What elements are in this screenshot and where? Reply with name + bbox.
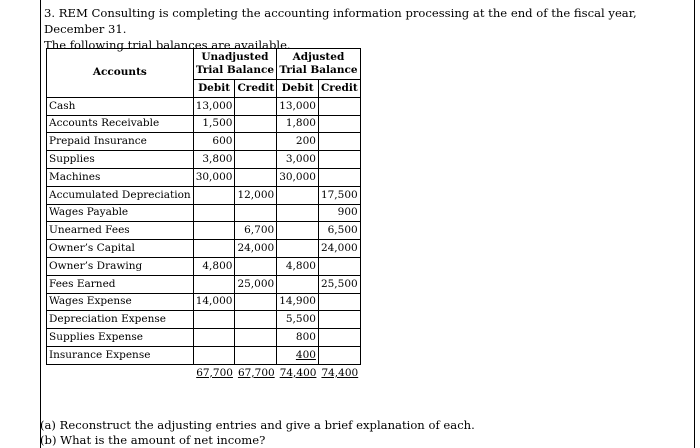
table-row bbox=[47, 115, 361, 133]
cell-ua-debit: 3,800 bbox=[193, 151, 235, 169]
problem-statement bbox=[44, 5, 692, 53]
cell-ua-credit: 12,000 bbox=[235, 186, 277, 204]
header-row-groups bbox=[47, 49, 361, 80]
cell-ua-credit bbox=[235, 293, 277, 311]
table-row bbox=[47, 329, 361, 347]
cell-adj-credit bbox=[318, 168, 360, 186]
cell-adj-debit bbox=[277, 186, 319, 204]
cell-ua-debit: 13,000 bbox=[193, 97, 235, 115]
cell-ua-credit bbox=[235, 311, 277, 329]
table-row bbox=[47, 133, 361, 151]
adj-credit-header: Credit bbox=[318, 80, 360, 98]
table-body bbox=[47, 97, 361, 381]
cell-ua-debit bbox=[193, 222, 235, 240]
total-adj-credit: 74,400 bbox=[321, 366, 359, 379]
account-name: Cash bbox=[47, 97, 194, 115]
table-row bbox=[47, 97, 361, 115]
problem-line-1: 3. REM Consulting is completing the accounting information processing at the end of the fiscal year, December 31. bbox=[44, 6, 637, 36]
ua-credit-header: Credit bbox=[235, 80, 277, 98]
cell-adj-credit bbox=[318, 97, 360, 115]
cell-ua-credit bbox=[235, 97, 277, 115]
cell-adj-debit: 3,000 bbox=[277, 151, 319, 169]
cell-ua-debit bbox=[193, 275, 235, 293]
account-name: Accounts Receivable bbox=[47, 115, 194, 133]
cell-adj-debit: 1,800 bbox=[277, 115, 319, 133]
cell-adj-debit bbox=[277, 204, 319, 222]
cell-ua-credit bbox=[235, 151, 277, 169]
account-name: Machines bbox=[47, 168, 194, 186]
cell-ua-debit: 600 bbox=[193, 133, 235, 151]
cell-ua-debit: 1,500 bbox=[193, 115, 235, 133]
trial-balance-table bbox=[46, 48, 361, 382]
account-name: Wages Payable bbox=[47, 204, 194, 222]
cell-adj-debit bbox=[277, 222, 319, 240]
account-name: Unearned Fees bbox=[47, 222, 194, 240]
adjusted-header: Adjusted Trial Balance bbox=[277, 49, 361, 80]
cell-ua-debit bbox=[193, 204, 235, 222]
question-a: (a) Reconstruct the adjusting entries and give a brief explanation of each. bbox=[40, 418, 475, 432]
cell-adj-credit bbox=[318, 346, 360, 364]
questions bbox=[40, 418, 680, 448]
cell-adj-debit: 4,800 bbox=[277, 257, 319, 275]
totals-label-cell bbox=[47, 364, 194, 381]
unadjusted-header: Unadjusted Trial Balance bbox=[193, 49, 277, 80]
ua-debit-header: Debit bbox=[193, 80, 235, 98]
cell-adj-credit bbox=[318, 329, 360, 347]
cell-ua-credit bbox=[235, 115, 277, 133]
cell-ua-debit: 30,000 bbox=[193, 168, 235, 186]
cell-ua-credit bbox=[235, 204, 277, 222]
cell-adj-debit: 14,900 bbox=[277, 293, 319, 311]
account-name: Owner’s Capital bbox=[47, 240, 194, 258]
table-row bbox=[47, 204, 361, 222]
account-name: Wages Expense bbox=[47, 293, 194, 311]
cell-ua-debit bbox=[193, 329, 235, 347]
cell-adj-credit: 900 bbox=[318, 204, 360, 222]
table-row bbox=[47, 346, 361, 364]
table-row bbox=[47, 311, 361, 329]
table-row bbox=[47, 168, 361, 186]
account-name: Prepaid Insurance bbox=[47, 133, 194, 151]
table-row bbox=[47, 151, 361, 169]
cell-ua-credit: 6,700 bbox=[235, 222, 277, 240]
table-row bbox=[47, 240, 361, 258]
table-row bbox=[47, 275, 361, 293]
account-name: Accumulated Depreciation bbox=[47, 186, 194, 204]
cell-adj-debit: 13,000 bbox=[277, 97, 319, 115]
cell-ua-credit bbox=[235, 346, 277, 364]
cell-ua-debit bbox=[193, 346, 235, 364]
problem-line-2: The following trial balances are available. bbox=[44, 38, 291, 52]
cell-ua-debit bbox=[193, 240, 235, 258]
cell-adj-credit bbox=[318, 115, 360, 133]
cell-adj-debit bbox=[277, 275, 319, 293]
cell-adj-debit: 200 bbox=[277, 133, 319, 151]
totals-row bbox=[47, 364, 361, 381]
cell-adj-debit: 30,000 bbox=[277, 168, 319, 186]
account-name: Fees Earned bbox=[47, 275, 194, 293]
account-name: Insurance Expense bbox=[47, 346, 194, 364]
account-name: Owner’s Drawing bbox=[47, 257, 194, 275]
adj-debit-header: Debit bbox=[277, 80, 319, 98]
question-b: (b) What is the amount of net income? bbox=[40, 433, 266, 447]
cell-ua-credit: 24,000 bbox=[235, 240, 277, 258]
cell-adj-credit bbox=[318, 151, 360, 169]
cell-adj-debit: 5,500 bbox=[277, 311, 319, 329]
account-name: Supplies bbox=[47, 151, 194, 169]
total-ua-debit: 67,700 bbox=[196, 366, 233, 379]
cell-ua-debit bbox=[193, 186, 235, 204]
table-row bbox=[47, 222, 361, 240]
cell-ua-credit bbox=[235, 257, 277, 275]
cell-adj-credit bbox=[318, 257, 360, 275]
cell-adj-credit bbox=[318, 293, 360, 311]
cell-adj-credit: 25,500 bbox=[318, 275, 360, 293]
total-ua-credit: 67,700 bbox=[237, 366, 275, 379]
cell-ua-debit: 4,800 bbox=[193, 257, 235, 275]
cell-ua-credit bbox=[235, 329, 277, 347]
account-name: Depreciation Expense bbox=[47, 311, 194, 329]
cell-adj-debit bbox=[277, 240, 319, 258]
cell-adj-debit: 800 bbox=[277, 329, 319, 347]
cell-ua-credit bbox=[235, 168, 277, 186]
cell-adj-credit: 17,500 bbox=[318, 186, 360, 204]
cell-adj-credit bbox=[318, 311, 360, 329]
account-name: Supplies Expense bbox=[47, 329, 194, 347]
cell-adj-debit: 400 bbox=[277, 346, 319, 364]
cell-adj-credit bbox=[318, 133, 360, 151]
accounts-header: Accounts bbox=[47, 49, 194, 98]
table-row bbox=[47, 257, 361, 275]
total-adj-debit: 74,400 bbox=[279, 366, 317, 379]
cell-ua-credit bbox=[235, 133, 277, 151]
table-row bbox=[47, 293, 361, 311]
cell-ua-credit: 25,000 bbox=[235, 275, 277, 293]
cell-adj-credit: 24,000 bbox=[318, 240, 360, 258]
cell-ua-debit: 14,000 bbox=[193, 293, 235, 311]
table-row bbox=[47, 186, 361, 204]
cell-ua-debit bbox=[193, 311, 235, 329]
cell-adj-credit: 6,500 bbox=[318, 222, 360, 240]
